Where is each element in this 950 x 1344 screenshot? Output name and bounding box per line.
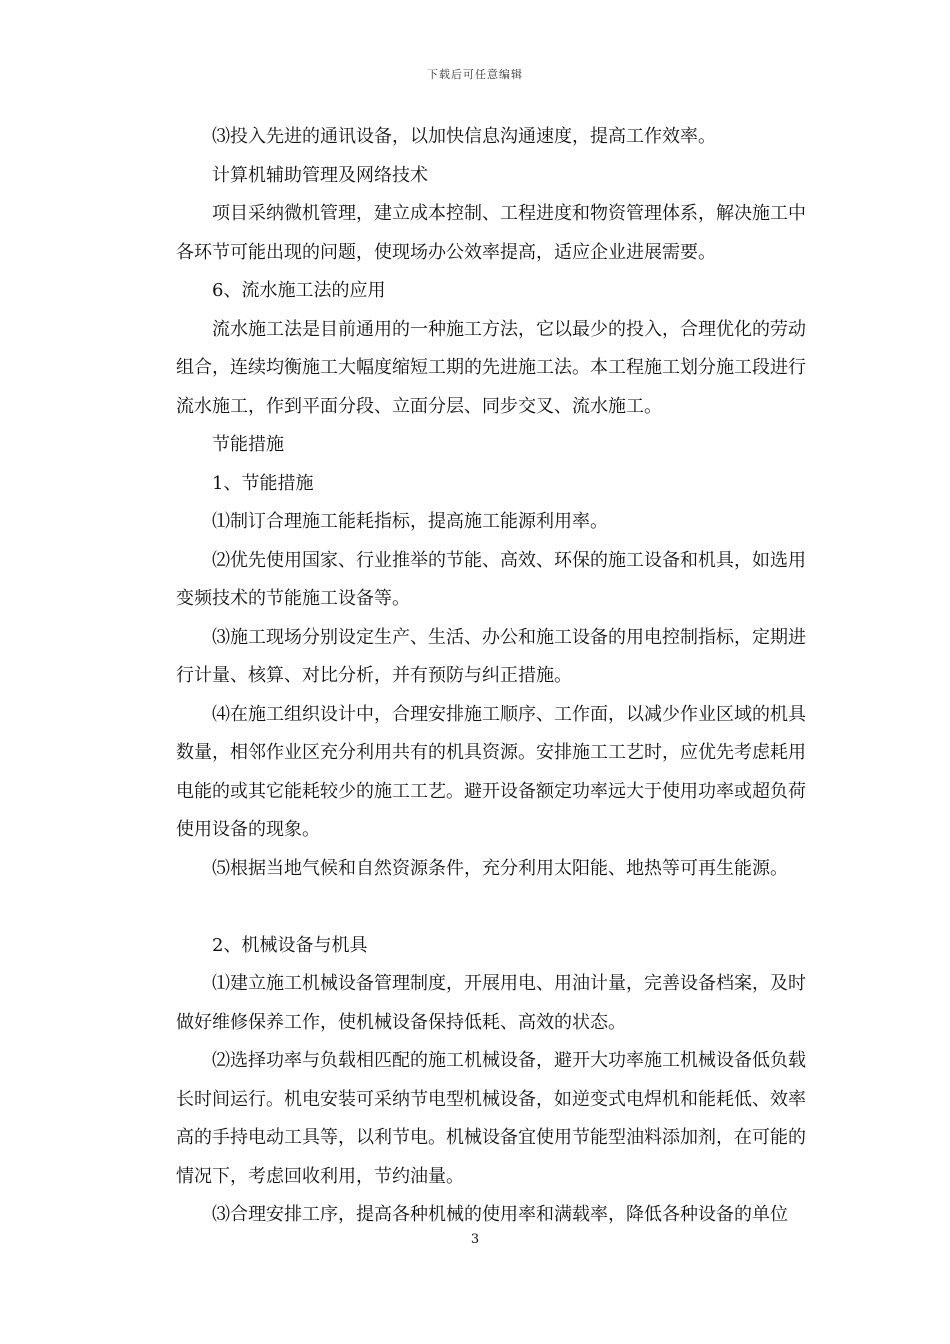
document-body [176,118,806,1235]
paragraph: ⑶施工现场分别设定生产、生活、办公和施工设备的用电控制指标，定期进行计量、核算、对比分析，并有预防与纠正措施。 [176,626,806,686]
blank-line [176,888,806,927]
paragraph: ⑶投入先进的通讯设备，以加快信息沟通速度，提高工作效率。 [212,126,716,147]
paragraph: ⑸根据当地气候和自然资源条件，充分利用太阳能、地热等可再生能源。 [212,857,788,879]
section-heading: 节能措施 [212,434,284,455]
paragraph: 项目采纳微机管理，建立成本控制、工程进度和物资管理体系，解决施工中各环节可能出现的问题，使现场办公效率提高，适应企业进展需要。 [176,203,806,263]
paragraph: ⑶合理安排工序，提高各种机械的使用率和满载率，降低各种设备的单位 [212,1204,788,1225]
paragraph: ⑴建立施工机械设备管理制度，开展用电、用油计量，完善设备档案，及时做好维修保养工作，使机械设备保持低耗、高效的状态。 [176,973,806,1033]
paragraph: ⑵选择功率与负载相匹配的施工机械设备，避开大功率施工机械设备低负载长时间运行。机电安装可采纳节电型机械设备，如逆变式电焊机和能耗低、效率高的手持电动工具等，以利节电。机械设备宜使用节能型油料添加剂，在可能的情况下，考虑回收利用，节约油量。 [176,1050,806,1187]
paragraph: ⑵优先使用国家、行业推举的节能、高效、环保的施工设备和机具，如选用变频技术的节能施工设备等。 [176,549,806,609]
section-heading: 6、流水施工法的应用 [212,280,386,301]
paragraph: ⑴制订合理施工能耗指标，提高施工能源利用率。 [212,511,608,532]
section-heading: 1、节能措施 [212,472,314,494]
page-number: 3 [470,1232,480,1247]
page-header: 下载后可任意编辑 [427,68,523,81]
paragraph: ⑷在施工组织设计中，合理安排施工顺序、工作面，以减少作业区域的机具数量，相邻作业区充分利用共有的机具资源。安排施工工艺时，应优先考虑耗用电能的或其它能耗较少的施工工艺。避开设备额定功率远大于使用功率或超负荷使用设备的现象。 [176,703,806,840]
paragraph: 流水施工法是目前通用的一种施工方法，它以最少的投入，合理优化的劳动组合，连续均衡施工大幅度缩短工期的先进施工法。本工程施工划分施工段进行流水施工，作到平面分段、立面分层、同步交叉、流水施工。 [176,318,806,417]
section-heading: 2、机械设备与机具 [212,934,368,956]
section-heading: 计算机辅助管理及网络技术 [212,164,428,186]
